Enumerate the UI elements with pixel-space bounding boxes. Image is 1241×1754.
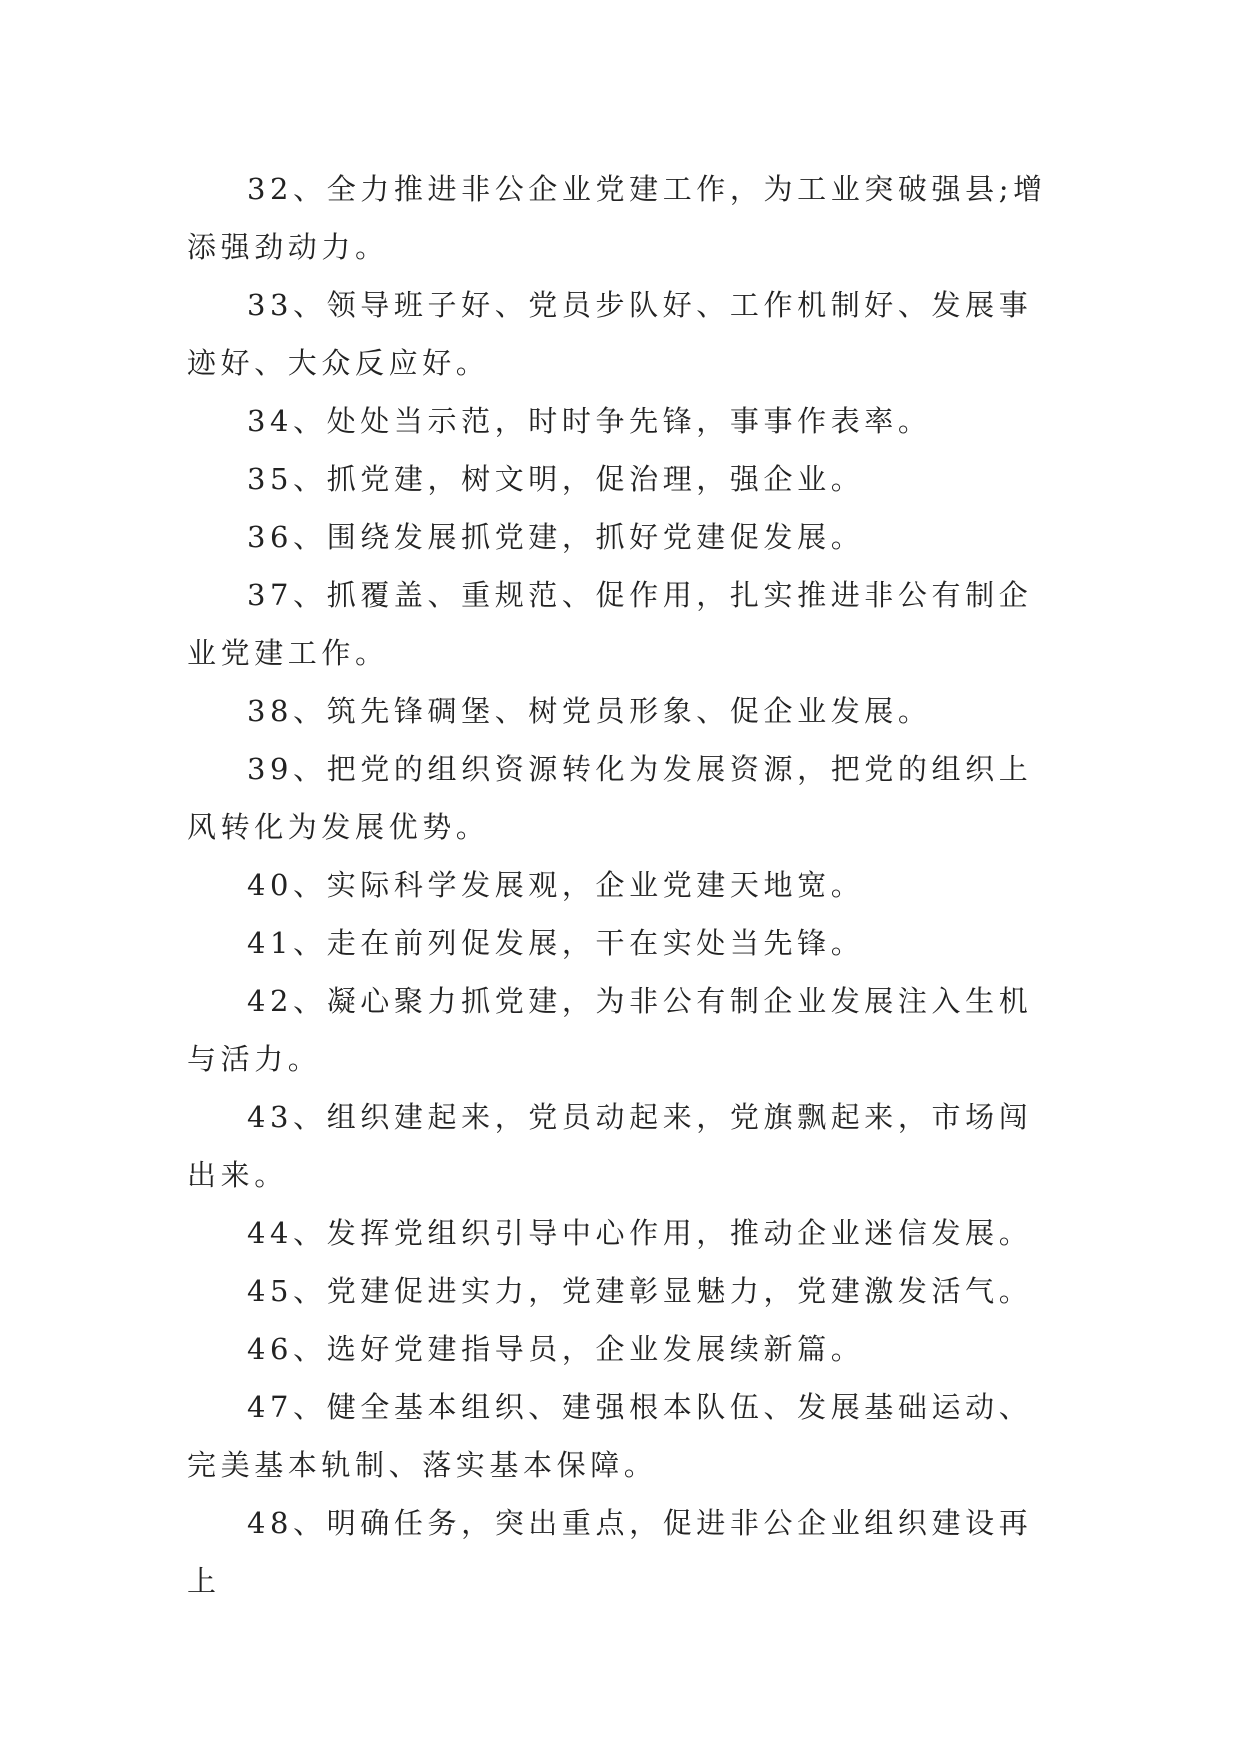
paragraph-44: 44、发挥党组织引导中心作用，推动企业迷信发展。 bbox=[247, 1216, 1033, 1250]
paragraph-45: 45、党建促进实力，党建彰显魅力，党建激发活气。 bbox=[247, 1274, 1033, 1308]
paragraph-38: 38、筑先锋碉堡、树党员形象、促企业发展。 bbox=[247, 694, 932, 728]
paragraph-46: 46、选好党建指导员，企业发展续新篇。 bbox=[247, 1332, 865, 1366]
paragraph-36: 36、围绕发展抓党建，抓好党建促发展。 bbox=[247, 520, 865, 554]
paragraph-47: 47、健全基本组织、建强根本队伍、发展基础运动、完美基本轨制、落实基本保障。 bbox=[187, 1390, 1033, 1482]
paragraph-37: 37、抓覆盖、重规范、促作用，扎实推进非公有制企业党建工作。 bbox=[187, 578, 1033, 670]
paragraph-41: 41、走在前列促发展，干在实处当先锋。 bbox=[247, 926, 865, 960]
document-body bbox=[187, 160, 1057, 1610]
paragraph-32: 32、全力推进非公企业党建工作，为工业突破强县;增添强劲动力。 bbox=[187, 172, 1047, 264]
paragraph-34: 34、处处当示范，时时争先锋，事事作表率。 bbox=[247, 404, 932, 438]
paragraph-43: 43、组织建起来，党员动起来，党旗飘起来，市场闯出来。 bbox=[187, 1100, 1033, 1192]
paragraph-40: 40、实际科学发展观，企业党建天地宽。 bbox=[247, 868, 865, 902]
paragraph-42: 42、凝心聚力抓党建，为非公有制企业发展注入生机与活力。 bbox=[187, 984, 1033, 1076]
paragraph-48: 48、明确任务，突出重点，促进非公企业组织建设再上 bbox=[187, 1506, 1033, 1598]
paragraph-39: 39、把党的组织资源转化为发展资源，把党的组织上风转化为发展优势。 bbox=[187, 752, 1033, 844]
paragraph-35: 35、抓党建，树文明，促治理，强企业。 bbox=[247, 462, 865, 496]
paragraph-33: 33、领导班子好、党员步队好、工作机制好、发展事迹好、大众反应好。 bbox=[187, 288, 1033, 380]
